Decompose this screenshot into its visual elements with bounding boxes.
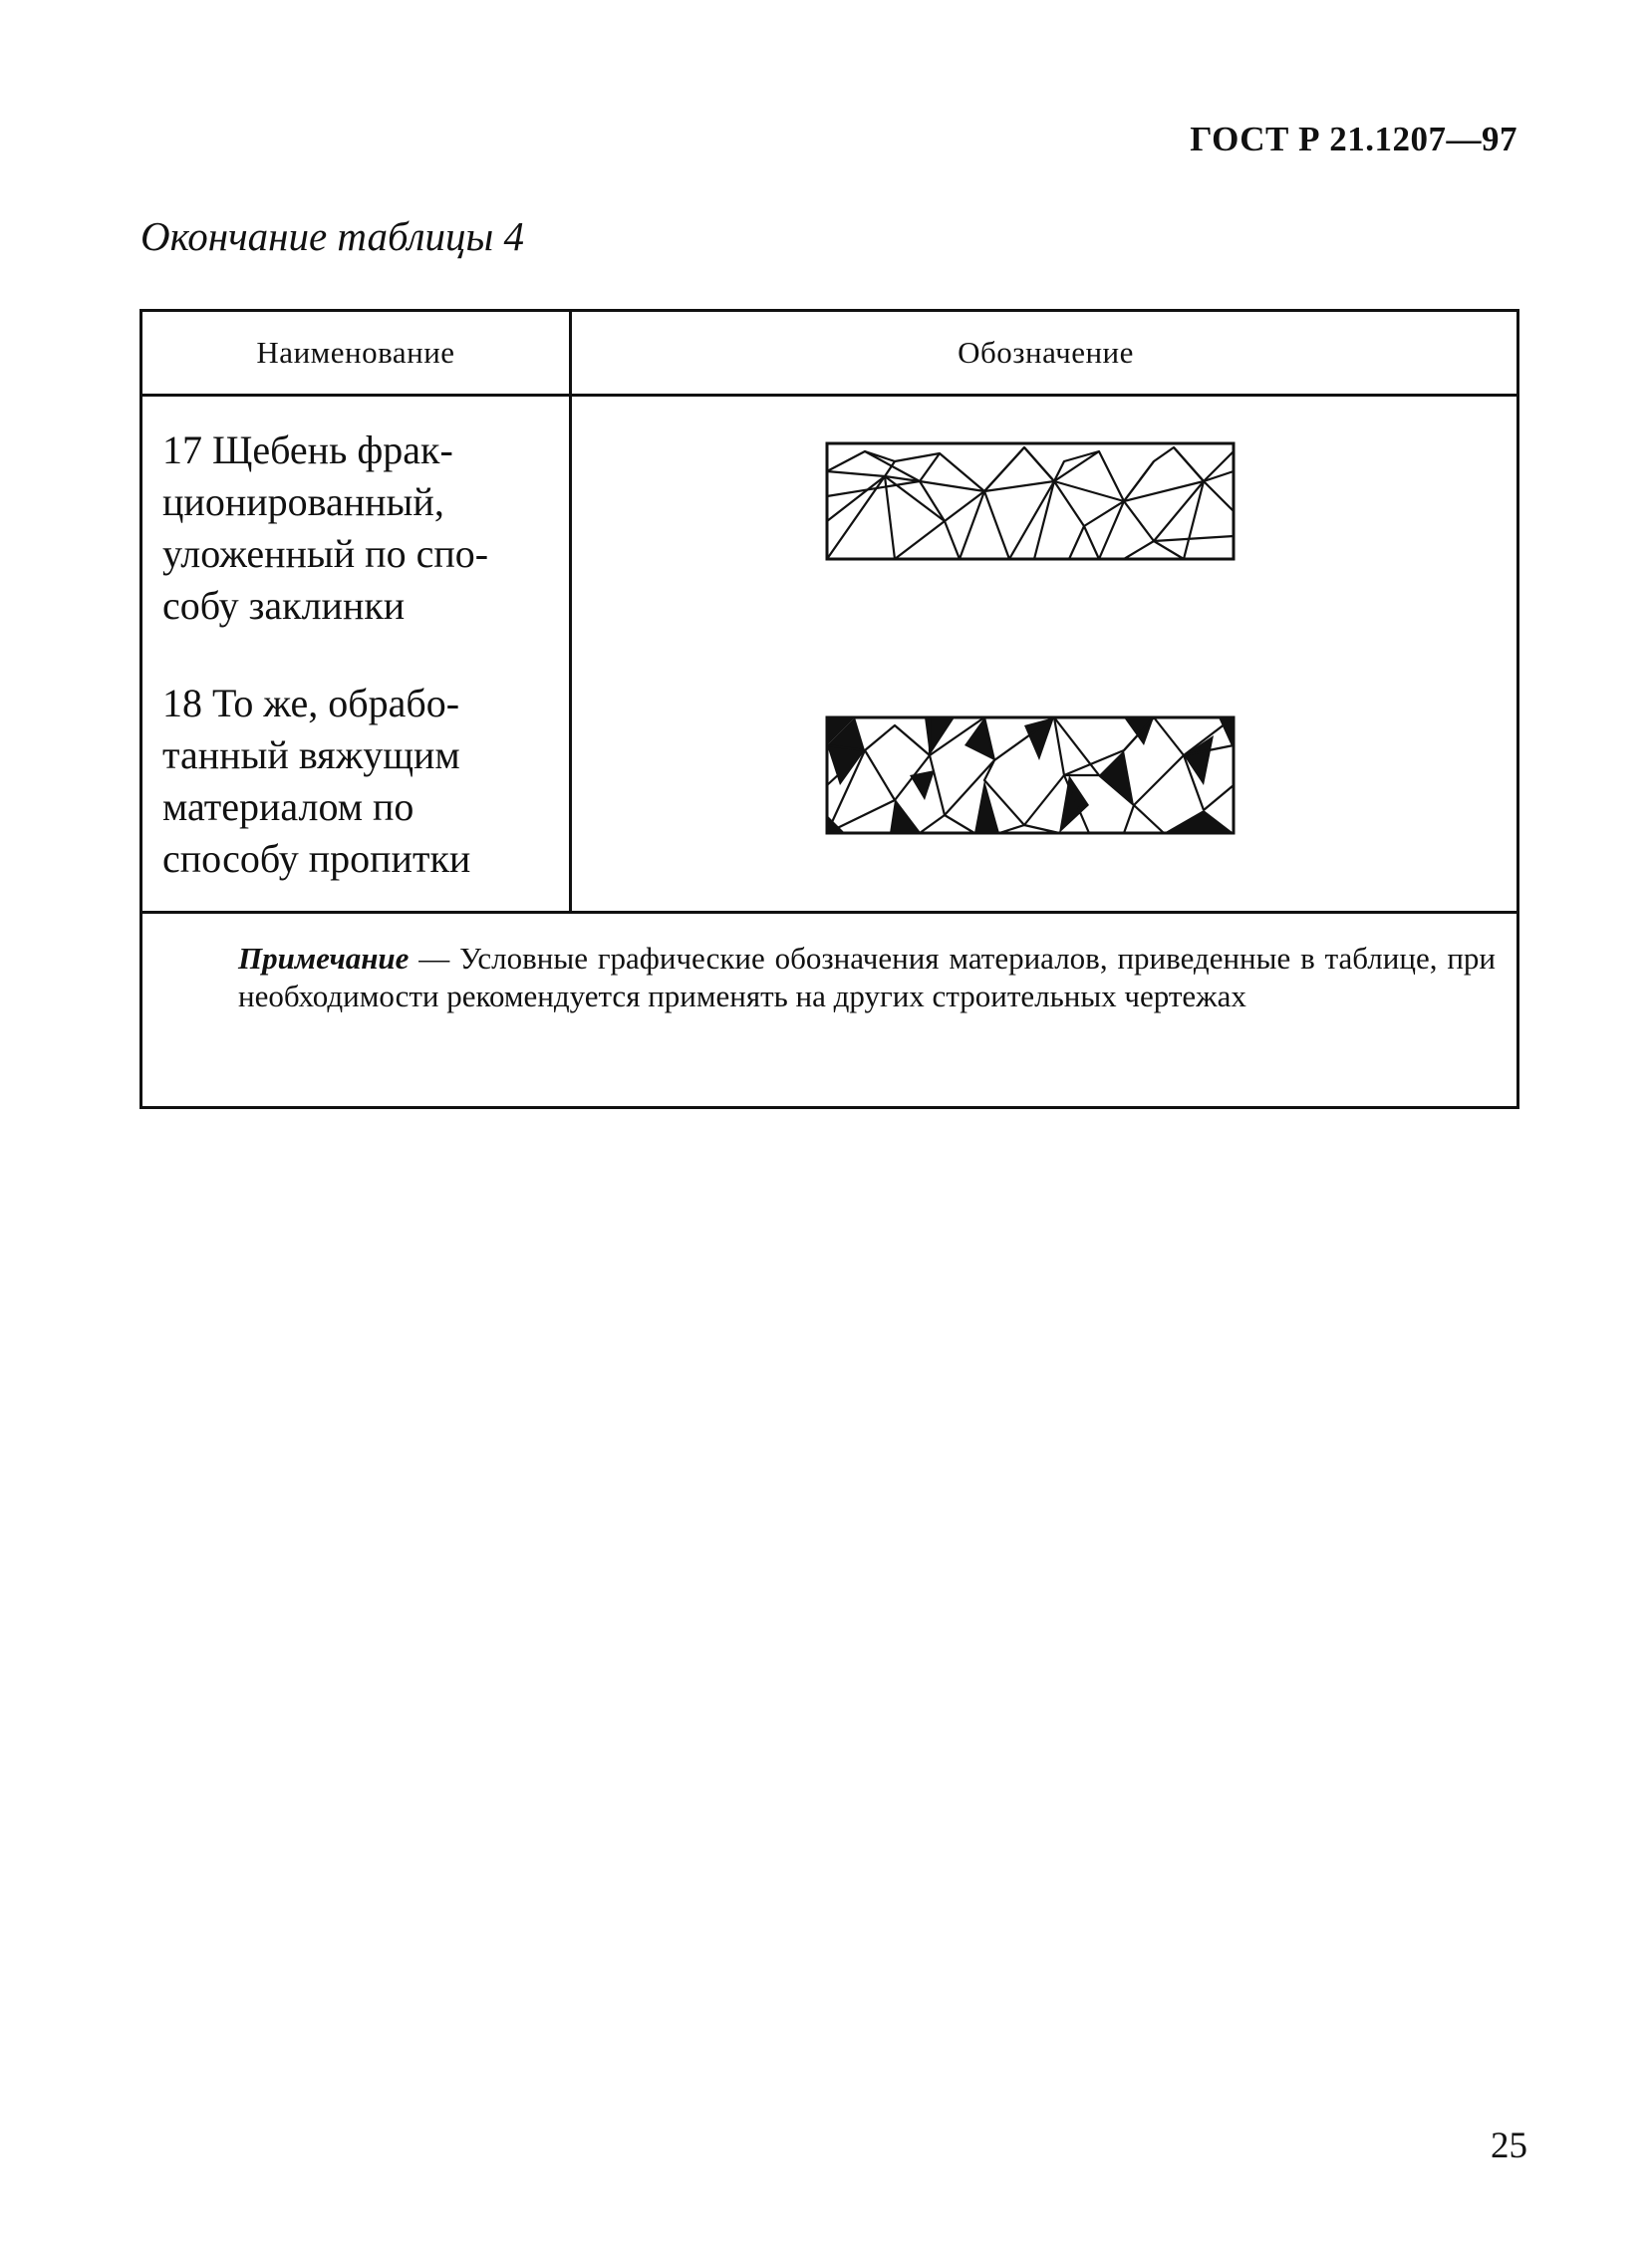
column-divider: [569, 312, 572, 911]
column-header-name: Наименование: [256, 335, 455, 370]
note-label: Примечание: [238, 941, 410, 976]
impregnated-crushed-stone-hatch-icon: [825, 715, 1236, 835]
materials-table: [139, 309, 1519, 1109]
note-divider: [142, 911, 1516, 914]
page-number: 25: [1491, 2125, 1527, 2166]
note-text: — Условные графические обозначения материалов, приведенные в таблице, при необходимости рекомендуется применять на других строительных чертежах: [238, 941, 1496, 1013]
column-header-symbol: Обозначение: [958, 335, 1134, 370]
header-divider: [142, 394, 1516, 397]
row-18-name: 18 То же, обрабо- танный вяжущим материалом по способу пропитки: [162, 681, 471, 881]
crushed-stone-hatch-icon: [825, 441, 1236, 561]
row-17-name: 17 Щебень фрак- ционированный, уложенный по спо- собу заклинки: [162, 427, 489, 628]
document-code: ГОСТ Р 21.1207—97: [1190, 120, 1517, 158]
table-note: [238, 940, 1496, 1015]
table-caption: Окончание таблицы 4: [140, 213, 525, 259]
